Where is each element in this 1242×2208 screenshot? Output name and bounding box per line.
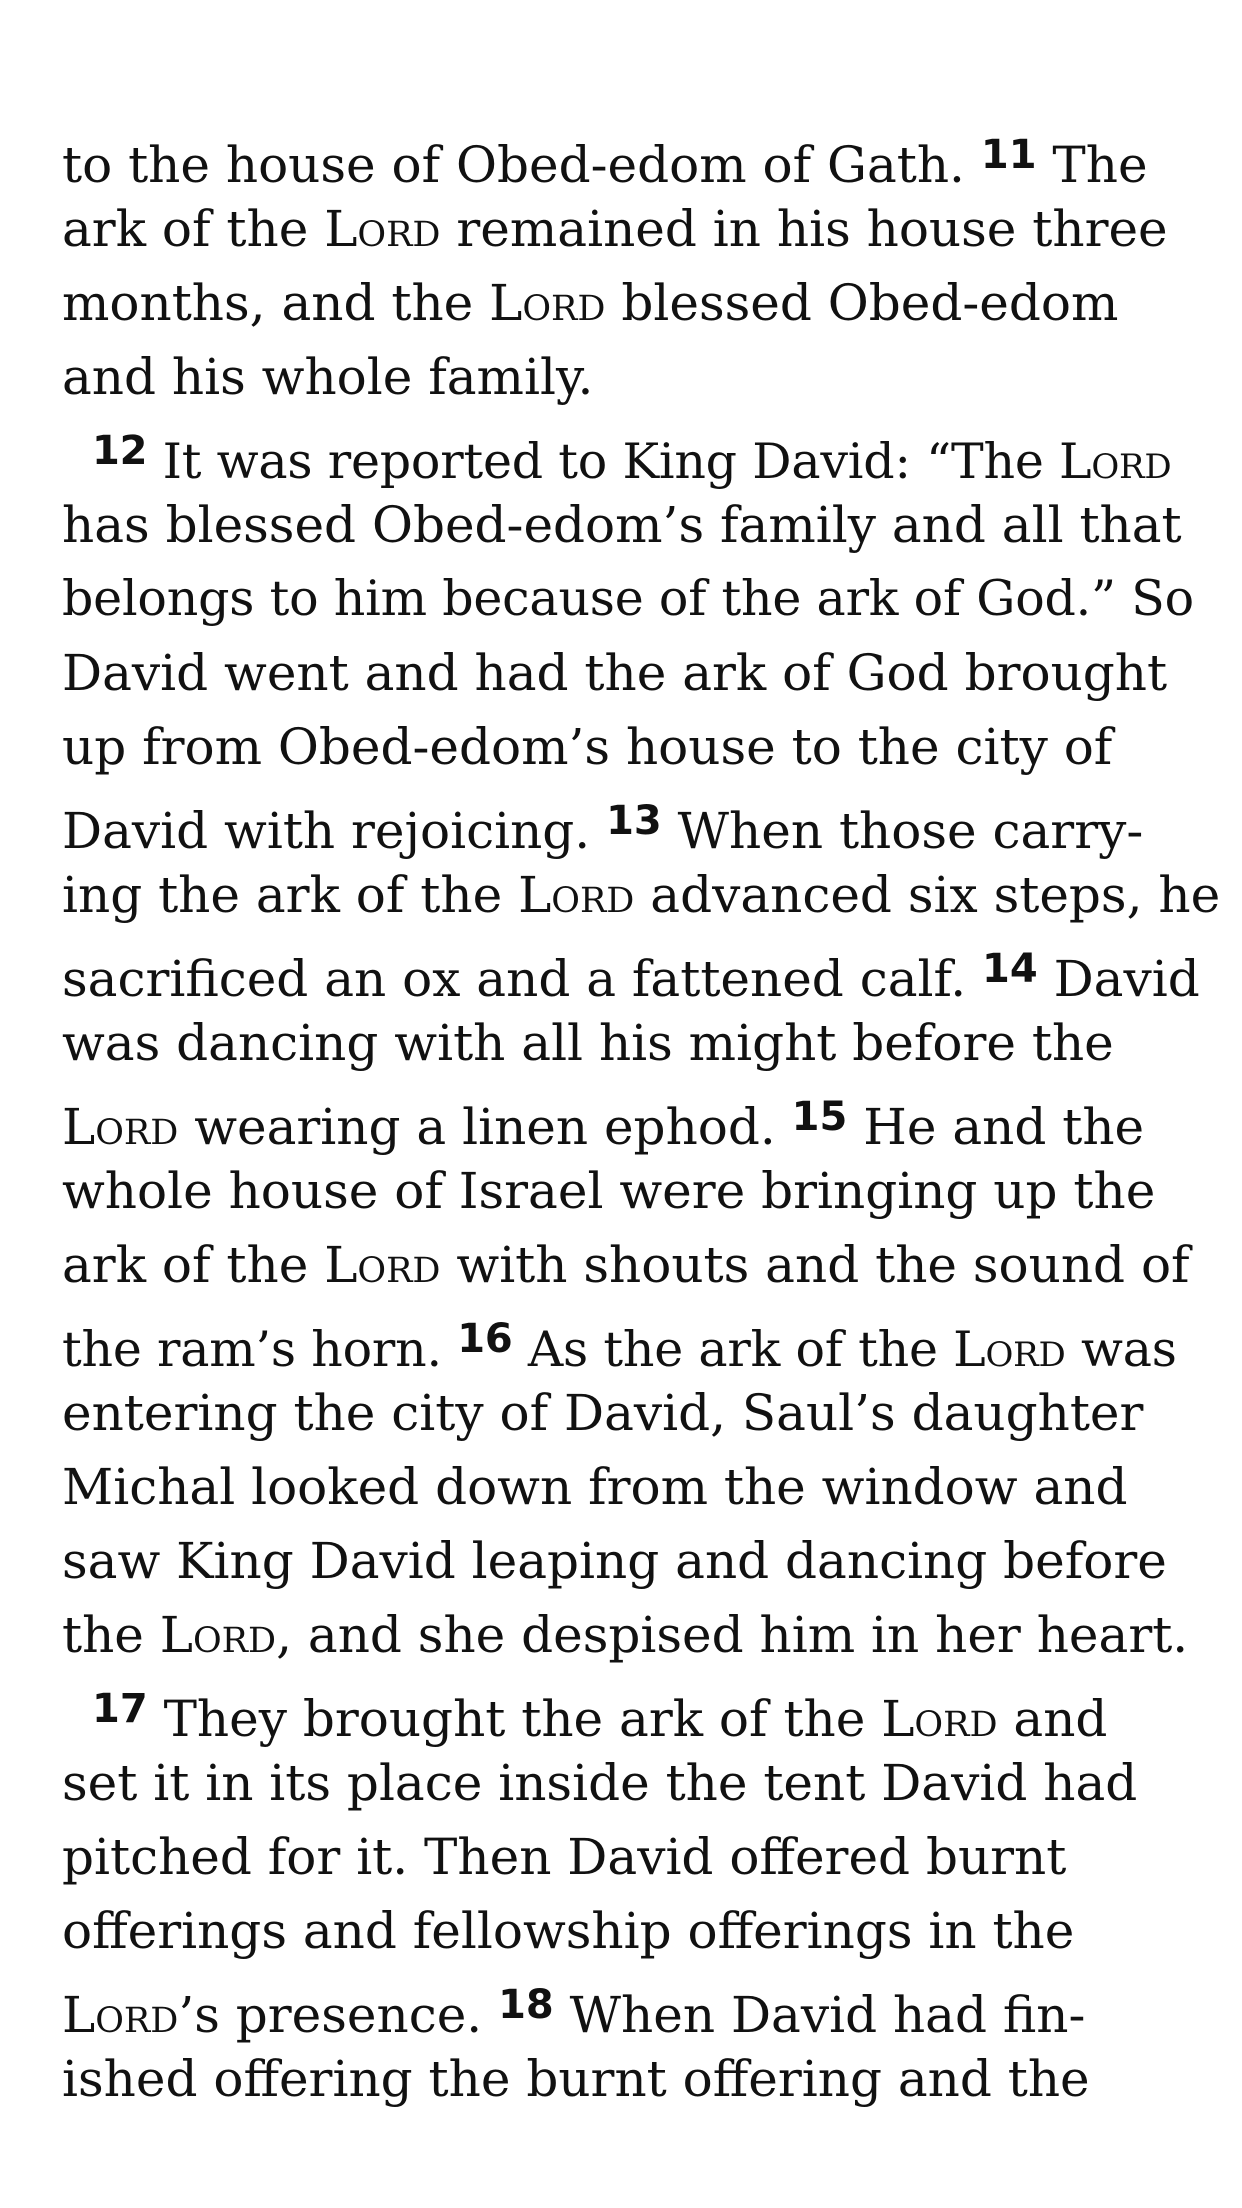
- verse-text: David: [1037, 950, 1200, 1008]
- text-line: [62, 1450, 1192, 1524]
- verse-text: David went and had the ark of God brought: [62, 644, 1168, 702]
- verse-number: 14: [982, 946, 1038, 992]
- paragraph-start-line: [62, 414, 1192, 488]
- divine-name: Lord: [62, 1986, 179, 2044]
- text-line: [62, 1894, 1192, 1968]
- text-line: [62, 1080, 1192, 1154]
- text-line: [62, 118, 1192, 192]
- divine-name: Lord: [518, 866, 635, 924]
- verse-text: pitched for it. Then David offered burnt: [62, 1828, 1067, 1886]
- verse-text: with shouts and the sound of: [440, 1236, 1190, 1294]
- divine-name: Lord: [1059, 433, 1172, 490]
- verse-number: 18: [498, 1982, 554, 2028]
- verse-text: ark of the: [62, 200, 325, 258]
- verse-text: It was reported to King David: “The: [147, 433, 1059, 490]
- text-line: [62, 1524, 1192, 1598]
- verse-text: He and the: [847, 1098, 1145, 1156]
- text-line: [62, 1598, 1192, 1672]
- divine-name: Lord: [159, 1606, 277, 1664]
- text-line: [62, 1968, 1192, 2042]
- text-line: [62, 1154, 1192, 1228]
- divine-name: Lord: [953, 1321, 1066, 1378]
- text-line: [62, 562, 1192, 636]
- verse-text: Michal looked down from the window and: [62, 1458, 1128, 1516]
- verse-text: ing the ark of the: [62, 866, 519, 924]
- verse-text: set it in its place inside the tent David had: [62, 1754, 1138, 1812]
- verse-text: to the house of Obed-edom of Gath.: [62, 136, 981, 194]
- verse-text: was: [1065, 1321, 1177, 1378]
- text-line: [62, 1376, 1192, 1450]
- text-line: [62, 266, 1192, 340]
- verse-number: 12: [92, 428, 148, 474]
- text-line: [62, 192, 1192, 266]
- verse-text: David with rejoicing.: [62, 802, 607, 860]
- verse-text: When those carry-: [661, 802, 1144, 860]
- verse-text: ark of the: [62, 1236, 325, 1294]
- verse-text: the: [62, 1606, 160, 1664]
- verse-text: ’s presence.: [178, 1986, 499, 2044]
- verse-text: was dancing with all his might before the: [62, 1014, 1114, 1072]
- divine-name: Lord: [489, 274, 606, 332]
- divine-name: Lord: [324, 200, 441, 258]
- verse-number: 15: [791, 1094, 848, 1140]
- text-line: [62, 636, 1192, 710]
- text-line: [62, 340, 1192, 414]
- verse-text: sacrificed an ox and a fattened calf.: [62, 950, 983, 1008]
- verse-text: and his whole family.: [62, 348, 594, 406]
- paragraph-start-line: [62, 1672, 1192, 1746]
- verse-text: They brought the ark of the: [147, 1690, 882, 1748]
- verse-text: saw King David leaping and dancing before: [62, 1532, 1167, 1590]
- verse-text: As the ark of the: [512, 1321, 954, 1378]
- verse-text: up from Obed-edom’s house to the city of: [62, 718, 1113, 776]
- verse-text: has blessed Obed-edom’s family and all that: [62, 496, 1182, 554]
- text-line: [62, 1006, 1192, 1080]
- divine-name: Lord: [324, 1236, 441, 1294]
- verse-text: advanced six steps, he: [634, 866, 1221, 924]
- text-line: [62, 1746, 1192, 1820]
- verse-text: wearing a linen ephod.: [178, 1098, 792, 1156]
- verse-text: offerings and fellowship offerings in the: [62, 1902, 1075, 1960]
- verse-text: whole house of Israel were bringing up the: [62, 1162, 1156, 1220]
- text-line: [62, 1820, 1192, 1894]
- verse-text: The: [1036, 136, 1148, 194]
- divine-name: Lord: [881, 1690, 998, 1748]
- verse-number: 16: [457, 1316, 513, 1362]
- text-line: [62, 784, 1192, 858]
- scripture-text: [62, 118, 1221, 2116]
- text-line: [62, 2042, 1192, 2116]
- verse-text: and: [997, 1690, 1108, 1748]
- verse-number: 11: [980, 132, 1037, 178]
- text-line: [62, 710, 1192, 784]
- text-line: [62, 858, 1221, 932]
- verse-text: belongs to him because of the ark of God.” So: [62, 570, 1194, 627]
- text-line: [62, 1302, 1192, 1376]
- divine-name: Lord: [62, 1098, 179, 1156]
- text-line: [62, 488, 1192, 562]
- verse-text: ished offering the burnt offering and the: [62, 2050, 1090, 2108]
- verse-text: blessed Obed-edom: [605, 274, 1119, 332]
- verse-text: remained in his house three: [440, 200, 1168, 258]
- verse-text: When David had fin-: [553, 1986, 1086, 2044]
- text-line: [62, 932, 1200, 1008]
- verse-text: the ram’s horn.: [62, 1321, 458, 1378]
- verse-number: 13: [606, 798, 662, 844]
- verse-number: 17: [92, 1686, 148, 1732]
- text-line: [62, 1228, 1192, 1302]
- verse-text: , and she despised him in her heart.: [276, 1606, 1189, 1664]
- verse-text: entering the city of David, Saul’s daughter: [62, 1384, 1144, 1442]
- verse-text: months, and the: [62, 274, 490, 332]
